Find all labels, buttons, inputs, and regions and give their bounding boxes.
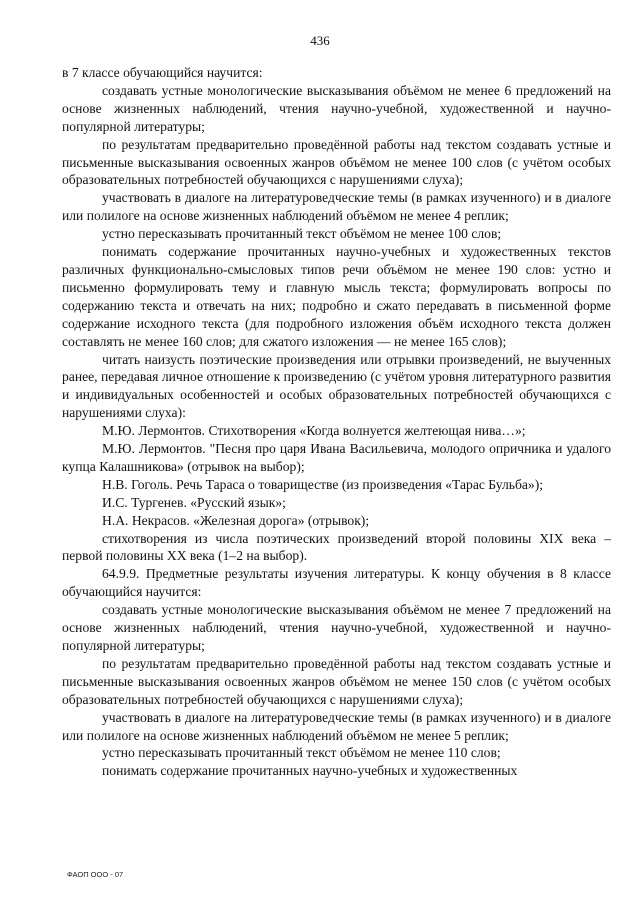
paragraph: М.Ю. Лермонтов. "Песня про царя Ивана Васильевича, молодого опричника и удалого купца Калашникова» (отрывок на выбор);: [62, 441, 611, 474]
paragraph: создавать устные монологические высказывания объёмом не менее 6 предложений на основе жизненных наблюдений, чтения научно-учебной, художественной и научно-популярной литературы;: [62, 82, 611, 134]
paragraph: участвовать в диалоге на литературоведческие темы (в рамках изученного) и в диалоге или полилоге на основе жизненных наблюдений объёмом не менее 4 реплик;: [62, 190, 611, 224]
paragraph: в 7 классе обучающийся научится:: [62, 65, 263, 80]
paragraph: по результатам предварительно проведённой работы над текстом создавать устные и письменные высказывания освоенных жанров объёмом не менее 100 слов (с учётом особых образовательных потребностей обучающихся с нарушениями слуха);: [62, 136, 611, 188]
paragraph: М.Ю. Лермонтов. Стихотворения «Когда волнуется желтеющая нива…»;: [102, 423, 526, 439]
paragraph: Н.В. Гоголь. Речь Тараса о товариществе (из произведения «Тарас Бульба»);: [102, 476, 544, 492]
paragraph: устно пересказывать прочитанный текст объёмом не менее 110 слов;: [102, 745, 501, 761]
page-number: 436: [310, 33, 330, 48]
paragraph: читать наизусть поэтические произведения или отрывки произведений, не выученных ранее, передавая личное отношение к произведению (с учётом уровня литературного развития и индивидуальных особенностей и особых образовательных потребностей обучающихся с нарушениями слуха):: [62, 351, 611, 421]
paragraph: участвовать в диалоге на литературоведческие темы (в рамках изученного) и в диалоге или полилоге на основе жизненных наблюдений объёмом не менее 5 реплик;: [62, 709, 611, 743]
paragraph: по результатам предварительно проведённой работы над текстом создавать устные и письменные высказывания освоенных жанров объёмом не менее 150 слов (с учётом особых образовательных потребностей обучающихся с нарушениями слуха);: [62, 655, 611, 707]
paragraph: понимать содержание прочитанных научно-учебных и художественных: [102, 763, 518, 779]
paragraph: понимать содержание прочитанных научно-учебных и художественных текстов различных функционально-смысловых типов речи объёмом не менее 190 слов: устно и письменно формулировать тему и главную мысль текста; формулировать вопросы по содержанию текста и отвечать на них; подробно и сжато передавать в письменной форме содержание исходного текста (для подробного изложения объём исходного текста должен составлять не менее 160 слов; для сжатого изложения — не менее 165 слов);: [62, 244, 611, 349]
paragraph: 64.9.9. Предметные результаты изучения литературы. К концу обучения в 8 классе обучающийся научится:: [62, 566, 611, 600]
paragraph: создавать устные монологические высказывания объёмом не менее 7 предложений на основе жизненных наблюдений, чтения научно-учебной, художественной и научно-популярной литературы;: [62, 602, 611, 653]
footer-label: ФАОП ООО - 07: [67, 870, 124, 879]
paragraph: устно пересказывать прочитанный текст объёмом не менее 100 слов;: [102, 226, 502, 242]
document-body: [62, 64, 611, 780]
paragraph: стихотворения из числа поэтических произведений второй половины XIX века – первой половины XX века (1–2 на выбор).: [62, 530, 611, 564]
paragraph: Н.А. Некрасов. «Железная дорога» (отрывок);: [102, 512, 370, 528]
paragraph: И.С. Тургенев. «Русский язык»;: [102, 494, 286, 510]
